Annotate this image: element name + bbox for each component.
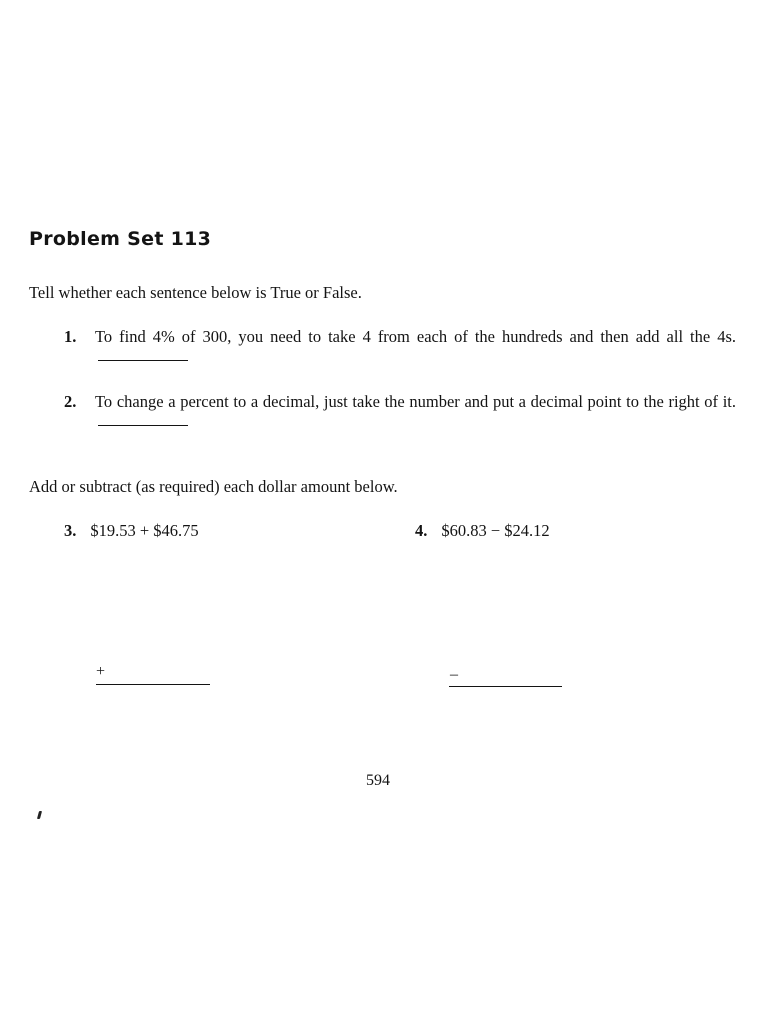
problem-text: To find 4% of 300, you need to take 4 from each of the hundreds and then add all the 4s.: [95, 327, 736, 346]
problem-expression: $60.83 − $24.12: [441, 521, 550, 540]
sum-answer-line[interactable]: [96, 684, 210, 685]
problem-4: [415, 521, 550, 541]
stray-mark: [37, 811, 42, 819]
answer-blank[interactable]: [98, 413, 188, 426]
answer-blank[interactable]: [98, 348, 188, 361]
minus-operator: –: [450, 666, 458, 683]
problem-3: [64, 521, 199, 541]
problem-2: [64, 392, 736, 430]
problem-1: [64, 327, 736, 365]
problem-text: To change a percent to a decimal, just take the number and put a decimal point to the right of it.: [95, 392, 736, 411]
difference-answer-line[interactable]: [449, 686, 562, 687]
page-number: 594: [366, 772, 390, 789]
problem-number: 1.: [64, 327, 77, 346]
page-title: Problem Set 113: [29, 228, 212, 250]
problem-number: 4.: [415, 521, 428, 540]
instruction-add-subtract: Add or subtract (as required) each dollar amount below.: [29, 477, 398, 496]
plus-operator: +: [96, 663, 106, 680]
problem-number: 2.: [64, 392, 77, 411]
problem-number: 3.: [64, 521, 77, 540]
problem-expression: $19.53 + $46.75: [90, 521, 199, 540]
instruction-true-false: Tell whether each sentence below is True or False.: [29, 283, 362, 302]
